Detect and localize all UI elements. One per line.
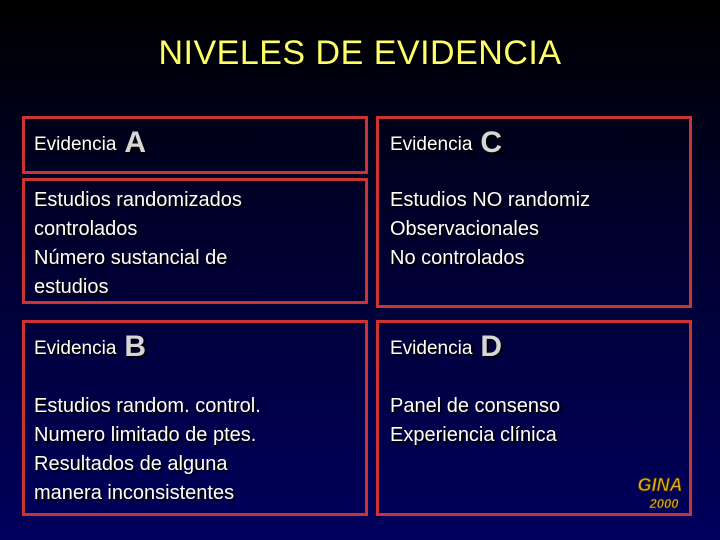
quadrant-b-line: Estudios random. control. (34, 395, 261, 417)
heading-label: Evidencia (34, 134, 117, 155)
quadrant-c-line: No controlados (390, 247, 525, 269)
quadrant-b-line: manera inconsistentes (34, 482, 235, 504)
grade-letter: B (124, 330, 147, 363)
quadrant-c-line: Observacionales (390, 218, 539, 240)
gina-logo (628, 474, 692, 512)
heading-label: Evidencia (390, 338, 473, 359)
quadrant-a-line: estudios (34, 276, 109, 298)
quadrant-d-line: Experiencia clínica (390, 424, 557, 446)
quadrant-b-line: Resultados de alguna (34, 453, 228, 475)
quadrant-a-line: Número sustancial de (34, 247, 228, 269)
page-title: NIVELES DE EVIDENCIA (158, 34, 562, 72)
grade-letter: A (124, 126, 147, 159)
grade-letter: C (480, 126, 503, 159)
quadrant-c-heading (390, 126, 502, 160)
quadrant-d-heading (390, 330, 502, 364)
logo-text-top: GINA (637, 475, 683, 495)
quadrant-c-line: Estudios NO randomiz (390, 189, 591, 211)
quadrant-b-heading (34, 330, 146, 364)
logo-text-bottom: 2000 (649, 496, 679, 511)
heading-label: Evidencia (34, 338, 117, 359)
quadrant-a-heading (34, 126, 146, 160)
quadrant-a-line: Estudios randomizados (34, 189, 242, 211)
grade-letter: D (480, 330, 503, 363)
quadrant-b-line: Numero limitado de ptes. (34, 424, 257, 446)
quadrant-a-line: controlados (34, 218, 138, 240)
quadrant-d-line: Panel de consenso (390, 395, 561, 417)
heading-label: Evidencia (390, 134, 473, 155)
